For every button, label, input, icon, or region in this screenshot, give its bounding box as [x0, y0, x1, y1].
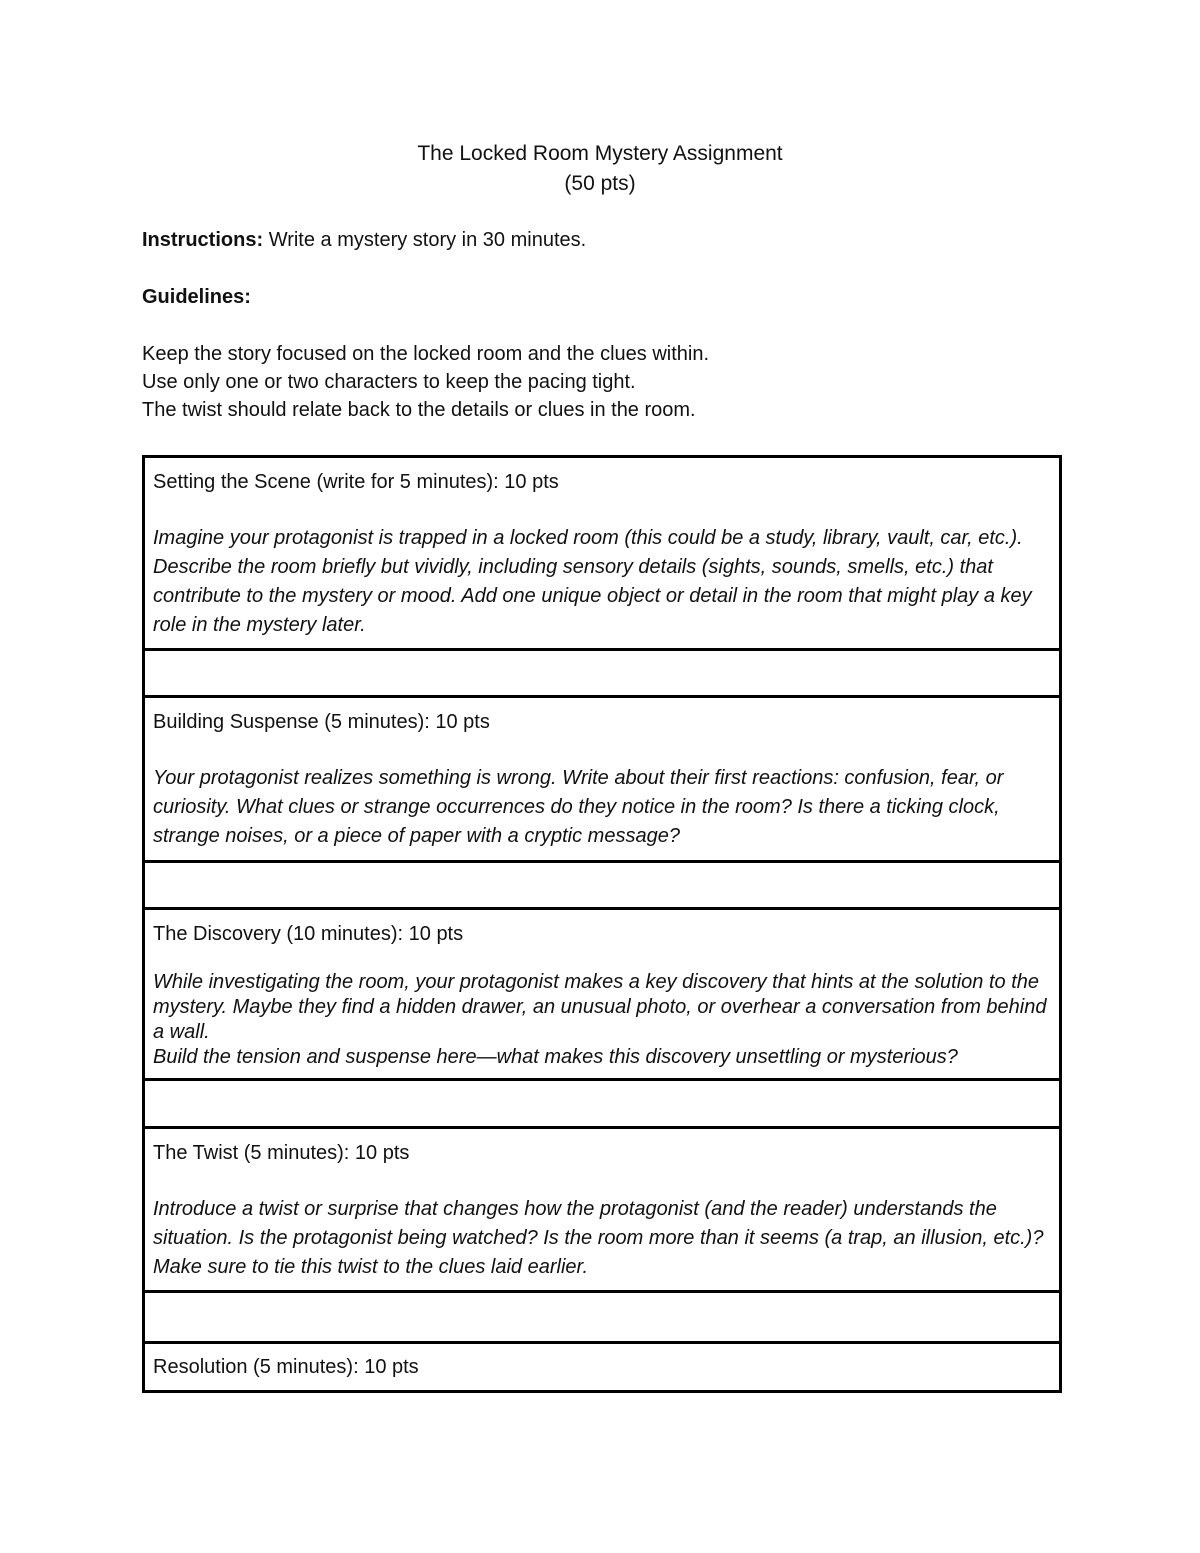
section-heading: Building Suspense (5 minutes): 10 pts: [153, 711, 490, 733]
guideline-item: Keep the story focused on the locked room and the clues within.: [142, 343, 710, 365]
answer-row[interactable]: [144, 650, 1061, 697]
guideline-item: Use only one or two characters to keep the pacing tight.: [142, 371, 636, 393]
answer-cell[interactable]: [144, 862, 1061, 909]
answer-cell[interactable]: [144, 1080, 1061, 1128]
answer-cell[interactable]: [144, 650, 1061, 697]
section-heading: The Twist (5 minutes): 10 pts: [153, 1142, 410, 1164]
total-points: (50 pts): [564, 172, 636, 195]
section-description: Introduce a twist or surprise that changes how the protagonist (and the reader) understands the situation. Is the protagonist being watched? Is the room more than it seems (a trap, an illusion, etc.)? Make sure to tie this twist to the clues laid earlier.: [153, 1198, 1044, 1278]
answer-cell[interactable]: [144, 1292, 1061, 1343]
section-description-2: Build the tension and suspense here—what makes this discovery unsettling or mysterious?: [153, 1046, 958, 1068]
section-description: While investigating the room, your protagonist makes a key discovery that hints at the solution to the mystery. Maybe they find a hidden drawer, an unusual photo, or overhear a conversation from behind a wall.: [153, 971, 1047, 1043]
answer-row[interactable]: [144, 1292, 1061, 1343]
section-row-building-suspense: [144, 697, 1061, 862]
section-description: Your protagonist realizes something is wrong. Write about their first reactions: confusion, fear, or curiosity. What clues or strange occurrences do they notice in the room? Is there a ticking clock, strange noises, or a piece of paper with a cryptic message?: [153, 767, 1004, 847]
section-description: Imagine your protagonist is trapped in a locked room (this could be a study, library, vault, car, etc.). Describe the room briefly but vividly, including sensory details (sights, sounds, smells, etc.) that contribute to the mystery or mood. Add one unique object or detail in the room that might play a key role in the mystery later.: [153, 527, 1032, 636]
section-heading: Setting the Scene (write for 5 minutes): 10 pts: [153, 471, 559, 493]
section-row-the-discovery: [144, 909, 1061, 1080]
section-row-setting-the-scene: [144, 457, 1061, 650]
section-heading: Resolution (5 minutes): 10 pts: [153, 1356, 419, 1378]
guidelines-label: Guidelines:: [142, 286, 251, 308]
instructions: [142, 226, 1102, 254]
answer-row[interactable]: [144, 1080, 1061, 1128]
document-title: The Locked Room Mystery Assignment: [417, 142, 783, 165]
instructions-text: Write a mystery story in 30 minutes.: [268, 229, 587, 251]
instructions-label: Instructions:: [142, 229, 264, 251]
section-row-the-twist: [144, 1128, 1061, 1292]
answer-row[interactable]: [144, 862, 1061, 909]
guideline-item: The twist should relate back to the details or clues in the room.: [142, 399, 696, 421]
section-heading: The Discovery (10 minutes): 10 pts: [153, 923, 464, 945]
section-row-resolution: [144, 1343, 1061, 1392]
assignment-table: [142, 455, 1062, 1393]
